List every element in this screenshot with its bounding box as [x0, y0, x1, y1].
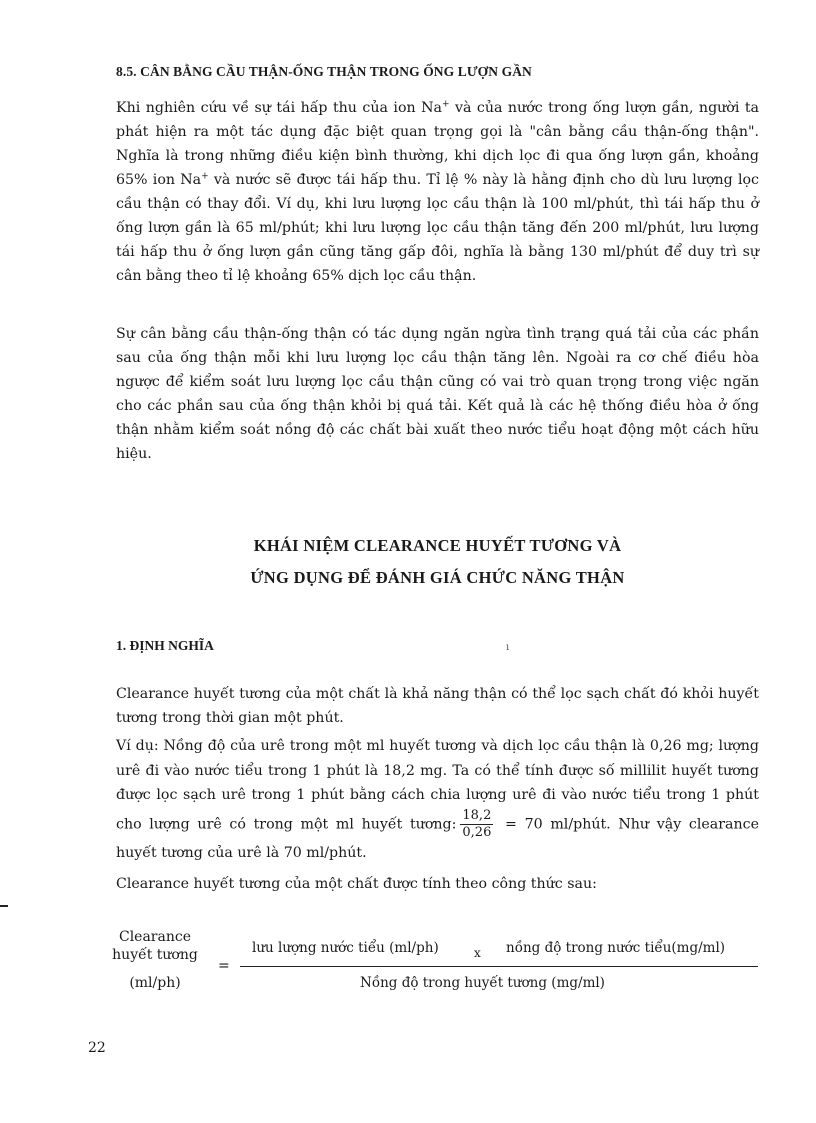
- formula-label-line-3: (ml/ph): [129, 975, 181, 991]
- stray-mark: ı: [506, 642, 510, 653]
- p1-part-a: Khi nghiên cứu về sự tái hấp thu của ion Na: [116, 100, 442, 116]
- fraction-bar: [240, 966, 758, 967]
- section-heading: 8.5. CÂN BẰNG CẦU THẬN-ỐNG THẬN TRONG ỐNG LƯỢN GẦN: [116, 64, 532, 79]
- formula-numerator-left: lưu lượng nước tiểu (ml/ph): [252, 940, 439, 956]
- section-paragraph-1: [116, 96, 759, 288]
- formula-denominator: Nồng độ trong huyết tương (mg/ml): [360, 975, 605, 991]
- fraction-numerator: 18,2: [462, 807, 492, 823]
- chapter-title-line-2: ỨNG DỤNG ĐỂ ĐÁNH GIÁ CHỨC NĂNG THẬN: [250, 568, 625, 587]
- p1-part-c: và nước sẽ được tái hấp thu. Tỉ lệ % này là hằng định cho dù lưu lượng lọc cầu thận có thay đổi. Ví dụ, khi lưu lượng lọc cầu thận là 100 ml/phút, thì tái hấp thu ở ống lượn gần là 65 ml/phút; khi lưu lượng lọc cầu thận tăng đến 200 ml/phút, lưu lượng tái hấp thu ở ống lượn gần cũng tăng gấp đôi, nghĩa là bằng 130 ml/phút để duy trì sự cân bằng theo tỉ lệ khoảng 65% dịch lọc cầu thận.: [116, 172, 759, 284]
- p2-part-b: = 70 ml/phút. Như vậy clearance huyết tương của urê là 70 ml/phút.: [116, 816, 759, 861]
- definition-paragraph-2: [116, 734, 759, 865]
- formula-label-line-2: huyết tương: [112, 947, 198, 963]
- formula-label-line-1: Clearance: [118, 929, 191, 945]
- superscript-plus: +: [441, 99, 450, 110]
- multiply-sign: x: [474, 946, 481, 960]
- fraction: [460, 808, 493, 841]
- definition-paragraph-3: Clearance huyết tương của một chất được tính theo công thức sau:: [116, 876, 597, 892]
- margin-mark: [0, 905, 8, 907]
- section-paragraph-2: Sự cân bằng cầu thận-ống thận có tác dụng ngăn ngừa tình trạng quá tải của các phần sau của ống thận mỗi khi lưu lượng lọc cầu thận tăng lên. Ngoài ra cơ chế điều hòa ngược để kiểm soát lưu lượng lọc cầu thận cũng có vai trò quan trọng trong việc ngăn cho các phần sau của ống thận khỏi bị quá tải. Kết quả là các hệ thống điều hòa ở ống thận nhằm kiểm soát nồng độ các chất bài xuất theo nước tiểu hoạt động một cách hữu hiệu.: [116, 326, 759, 462]
- chapter-title-line-1: KHÁI NIỆM CLEARANCE HUYẾT TƯƠNG VÀ: [253, 536, 622, 555]
- page-number: 22: [88, 1040, 106, 1056]
- definition-paragraph-1: Clearance huyết tương của một chất là khả năng thận có thể lọc sạch chất đó khỏi huyết tương trong thời gian một phút.: [116, 686, 759, 726]
- fraction-denominator: 0,26: [462, 824, 492, 840]
- p1-part-b: và của nước trong ống lượn gần, người ta phát hiện ra một tác dụng đặc biệt quan trọng gọi là "cân bằng cầu thận-ống thận". Nghĩa là trong những điều kiện bình thường, khi dịch lọc đi qua ống lượn gần, khoảng 65% ion Na: [116, 100, 759, 188]
- p2-part-a: Ví dụ: Nồng độ của urê trong một ml huyết tương và dịch lọc cầu thận là 0,26 mg; lượng urê đi vào nước tiểu trong 1 phút là 18,2 mg. Ta có thể tính được số millilit huyết tương được lọc sạch urê trong 1 phút bằng cách chia lượng urê đi vào nước tiểu trong 1 phút cho lượng urê có trong một ml huyết tương:: [116, 738, 759, 832]
- definition-heading: 1. ĐỊNH NGHĨA: [116, 638, 214, 653]
- equals-sign: =: [218, 958, 230, 974]
- formula-numerator-right: nồng độ trong nước tiểu(mg/ml): [506, 940, 726, 956]
- superscript-plus: +: [201, 171, 209, 182]
